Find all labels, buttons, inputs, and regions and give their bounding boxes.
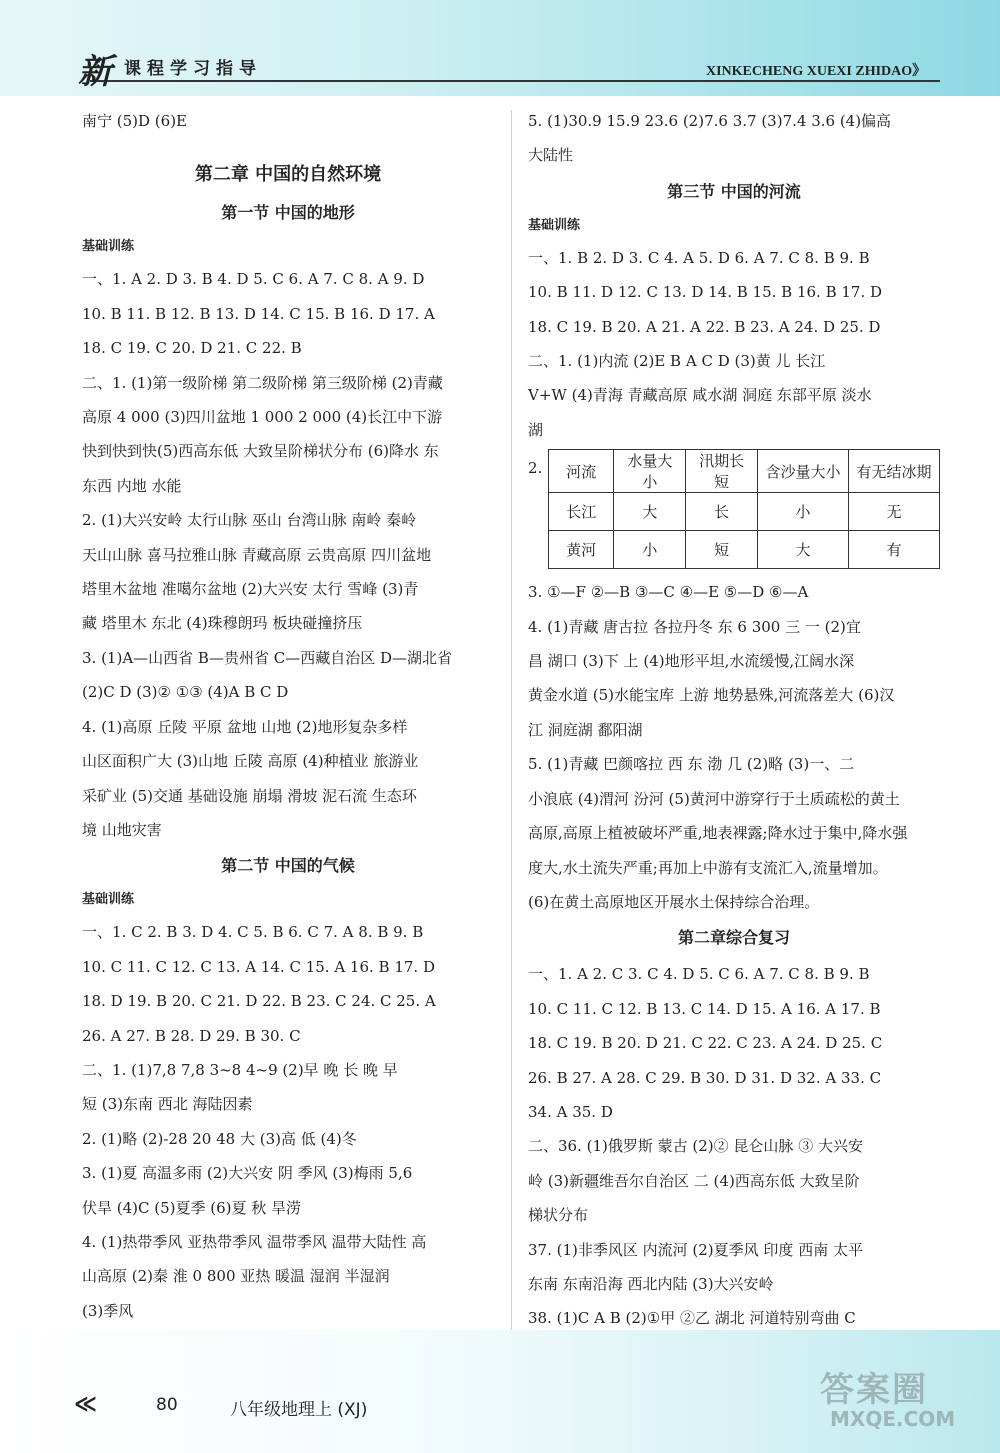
answer-line: 梯状分布 — [528, 1206, 589, 1225]
answer-line: 10. C 11. C 12. B 13. C 14. D 15. A 16. A 17. B — [528, 999, 881, 1018]
answer-line: 4. (1)高原 丘陵 平原 盆地 山地 (2)地形复杂多样 — [82, 717, 408, 736]
answer-line: 境 山地灾害 — [82, 820, 162, 839]
table-header-cell: 含沙量大小 — [758, 450, 849, 493]
answer-line: 黄金水道 (5)水能宝库 上游 地势悬殊,河流落差大 (6)汉 — [528, 686, 895, 705]
answer-line: 东西 内地 水能 — [82, 476, 182, 495]
answer-line: 昌 湖口 (3)下 上 (4)地形平坦,水流缓慢,江阔水深 — [528, 652, 855, 671]
answer-line: 5. (1)青藏 巴颜喀拉 西 东 渤 几 (2)略 (3)一、二 — [528, 755, 855, 774]
answer-line: 度大,水土流失严重;再加上中游有支流汇入,流量增加。 — [528, 858, 888, 877]
answer-line: V+W (4)青海 青藏高原 咸水湖 洞庭 东部平原 淡水 — [528, 386, 872, 405]
header-pinyin: XINKECHENG XUEXI ZHIDAO》 — [706, 64, 927, 79]
answer-line: 10. C 11. C 12. C 13. A 14. C 15. A 16. B 17. D — [82, 957, 435, 976]
answer-line: 藏 塔里木 东北 (4)珠穆朗玛 板块碰撞挤压 — [82, 614, 363, 633]
answer-line: 18. C 19. B 20. D 21. C 22. C 23. A 24. D 25. C — [528, 1034, 883, 1053]
answer-line: 18. C 19. C 20. D 21. C 22. B — [82, 339, 302, 358]
double-left-arrow-icon: ≪ — [74, 1392, 98, 1417]
answer-line: 山高原 (2)秦 淮 0 800 亚热 暖温 湿润 半湿润 — [82, 1267, 390, 1286]
header-title: 课程学习指导 — [124, 59, 262, 79]
answer-line: 3. (1)A—山西省 B—贵州省 C—西藏自治区 D—湖北省 — [82, 648, 452, 667]
answer-line: 10. B 11. D 12. C 13. D 14. B 15. B 16. B 17. D — [528, 283, 883, 302]
table-header-row — [549, 450, 940, 493]
answer-line: 10. B 11. B 12. B 13. D 14. C 15. B 16. D 17. A — [82, 304, 435, 323]
table-cell: 小 — [614, 531, 686, 569]
answer-line: 37. (1)非季风区 内流河 (2)夏季风 印度 西南 太平 — [528, 1240, 863, 1259]
table-header-cell: 汛期长短 — [686, 450, 758, 493]
table-row — [549, 493, 940, 531]
section-title: 第一节 中国的地形 — [221, 203, 355, 223]
answer-line: 快到快到快(5)西高东低 大致呈阶梯状分布 (6)降水 东 — [82, 442, 439, 461]
answer-line: 5. (1)30.9 15.9 23.6 (2)7.6 3.7 (3)7.4 3.6 (4)偏高 — [528, 112, 892, 130]
table-label: 2. — [528, 459, 543, 478]
table-cell: 大 — [758, 531, 849, 569]
answer-line: 4. (1)青藏 唐古拉 各拉丹冬 东 6 300 三 一 (2)宜 — [528, 617, 861, 636]
answer-line: 小浪底 (4)渭河 汾河 (5)黄河中游穿行于土质疏松的黄土 — [528, 789, 900, 808]
page-number: 80 — [156, 1395, 178, 1415]
table-cell: 长江 — [549, 493, 614, 531]
table-header-cell: 河流 — [549, 450, 614, 493]
answer-line: 高原,高原上植被破坏严重,地表裸露;降水过于集中,降水强 — [528, 824, 908, 843]
answer-line: 湖 — [528, 420, 544, 439]
answer-line: (6)在黄土高原地区开展水土保持综合治理。 — [528, 892, 820, 911]
answer-line: 东南 东南沿海 西北内陆 (3)大兴安岭 — [528, 1274, 774, 1293]
column-divider — [511, 110, 512, 1350]
table-cell: 大 — [614, 493, 686, 531]
answer-line: 18. C 19. B 20. A 21. A 22. B 23. A 24. D 25. D — [528, 317, 881, 336]
answer-line: 塔里木盆地 准噶尔盆地 (2)大兴安 太行 雪峰 (3)青 — [82, 580, 419, 599]
answer-line: 短 (3)东南 西北 海陆因素 — [82, 1095, 253, 1114]
answer-line: 南宁 (5)D (6)E — [82, 112, 188, 130]
chapter-title: 第二章 中国的自然环境 — [194, 164, 382, 186]
section-title: 第三节 中国的河流 — [667, 181, 801, 201]
answer-line: 二、36. (1)俄罗斯 蒙古 (2)② 昆仑山脉 ③ 大兴安 — [528, 1137, 863, 1156]
answer-line: 一、1. A 2. C 3. C 4. D 5. C 6. A 7. C 8. B 9. B — [528, 965, 870, 984]
answer-line: 34. A 35. D — [528, 1102, 613, 1121]
watermark-logo: 答案圈 — [820, 1370, 928, 1410]
answer-line: 采矿业 (5)交通 基础设施 崩塌 滑坡 泥石流 生态环 — [82, 786, 417, 805]
answer-line: 一、1. C 2. B 3. D 4. C 5. B 6. C 7. A 8. B 9. B — [82, 923, 424, 942]
answer-line: 岭 (3)新疆维吾尔自治区 二 (4)西高东低 大致呈阶 — [528, 1171, 860, 1190]
answer-line: 二、1. (1)第一级阶梯 第二级阶梯 第三级阶梯 (2)青藏 — [82, 373, 443, 392]
answer-line: 高原 4 000 (3)四川盆地 1 000 2 000 (4)长江中下游 — [82, 408, 443, 427]
table-cell: 黄河 — [549, 531, 614, 569]
left-column — [82, 104, 494, 1328]
answer-line: (3)季风 — [82, 1301, 134, 1320]
table-cell: 小 — [758, 493, 849, 531]
answer-line: 一、1. B 2. D 3. C 4. A 5. D 6. A 7. C 8. B 9. B — [528, 248, 870, 267]
watermark — [820, 1362, 955, 1431]
answer-line: 18. D 19. B 20. C 21. D 22. B 23. C 24. C 25. A — [82, 992, 436, 1011]
answer-line: 26. A 27. B 28. D 29. B 30. C — [82, 1026, 301, 1045]
answer-line: 天山山脉 喜马拉雅山脉 青藏高原 云贵高原 四川盆地 — [82, 545, 432, 564]
answer-line: 3. ①—F ②—B ③—C ④—E ⑤—D ⑥—A — [528, 583, 809, 602]
answer-line: 一、1. A 2. D 3. B 4. D 5. C 6. A 7. C 8. A 9. D — [82, 270, 425, 289]
table-cell: 长 — [686, 493, 758, 531]
header-rule — [90, 80, 940, 82]
answer-line: (2)C D (3)② ①③ (4)A B C D — [82, 683, 289, 702]
answer-line: 4. (1)热带季风 亚热带季风 温带季风 温带大陆性 高 — [82, 1232, 427, 1251]
table-row — [549, 531, 940, 569]
subsection-label: 基础训练 — [528, 217, 581, 233]
subsection-label: 基础训练 — [82, 239, 135, 255]
answer-line: 伏旱 (4)C (5)夏季 (6)夏 秋 旱涝 — [82, 1198, 302, 1217]
answer-line: 2. (1)大兴安岭 太行山脉 巫山 台湾山脉 南岭 秦岭 — [82, 511, 417, 530]
section-title: 第二节 中国的气候 — [221, 856, 355, 876]
header-logo-xin: 新 — [78, 52, 112, 92]
answer-line: 2. (1)略 (2)-28 20 48 大 (3)高 低 (4)冬 — [82, 1129, 357, 1148]
book-title: 八年级地理上 (XJ) — [230, 1400, 368, 1420]
subsection-label: 基础训练 — [82, 892, 135, 908]
answer-line: 二、1. (1)内流 (2)E B A C D (3)黄 儿 长江 — [528, 352, 826, 371]
river-table-block — [528, 449, 940, 569]
table-cell: 有 — [849, 531, 940, 569]
watermark-url: MXQE.COM — [830, 1407, 956, 1431]
table-header-cell: 水量大小 — [614, 450, 686, 493]
answer-line: 大陆性 — [528, 146, 574, 165]
river-comparison-table — [548, 449, 940, 569]
answer-line: 3. (1)夏 高温多雨 (2)大兴安 阴 季风 (3)梅雨 5,6 — [82, 1164, 413, 1183]
right-column — [528, 104, 940, 1336]
table-cell: 无 — [849, 493, 940, 531]
answer-line: 二、1. (1)7,8 7,8 3~8 4~9 (2)早 晚 长 晚 早 — [82, 1060, 398, 1079]
table-header-cell: 有无结冰期 — [849, 450, 940, 493]
review-title: 第二章综合复习 — [677, 928, 790, 948]
answer-line: 山区面积广大 (3)山地 丘陵 高原 (4)种植业 旅游业 — [82, 752, 419, 771]
table-cell: 短 — [686, 531, 758, 569]
answer-line: 38. (1)C A B (2)①甲 ②乙 湖北 河道特别弯曲 C — [528, 1309, 856, 1328]
answer-line: 26. B 27. A 28. C 29. B 30. D 31. D 32. A 33. C — [528, 1068, 882, 1087]
answer-line: 江 洞庭湖 鄱阳湖 — [528, 720, 643, 739]
